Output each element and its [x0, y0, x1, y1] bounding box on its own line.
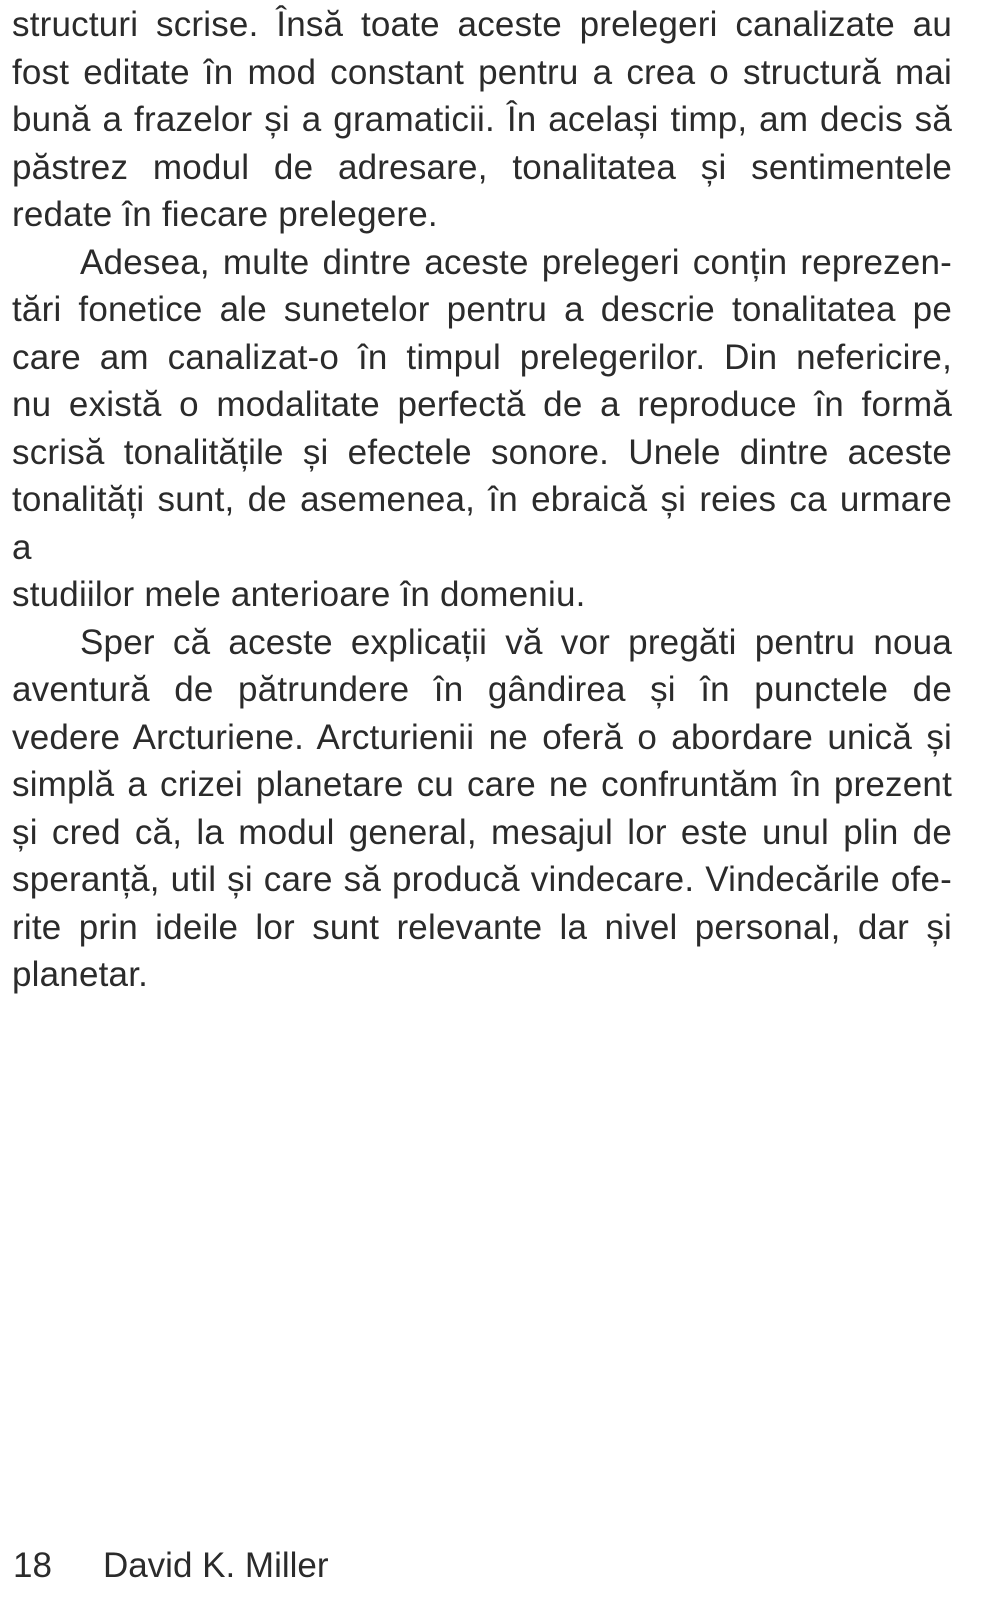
page-text: [12, 1, 952, 999]
text-line: Adesea, multe dintre aceste prelegeri conțin reprezen-: [80, 242, 952, 282]
text-line: speranță, util și care să producă vindecare. Vindecările ofe-: [12, 860, 952, 899]
text-line: studiilor mele anterioare în domeniu.: [12, 575, 586, 614]
text-line: păstrez modul de adresare, tonalitatea și sentimentele: [12, 147, 952, 187]
text-line: Sper că aceste explicații vă vor pregăti pentru noua: [80, 622, 952, 662]
text-line: simplă a crizei planetare cu care ne confruntăm în prezent: [12, 765, 952, 804]
text-line: care am canalizat-o în timpul prelegerilor. Din nefericire,: [12, 337, 952, 377]
text-line: tări fonetice ale sunetelor pentru a descrie tonalitatea pe: [12, 290, 952, 329]
text-line: nu există o modalitate perfectă de a reproduce în formă: [12, 385, 952, 424]
text-line: tonalități sunt, de asemenea, în ebraică și reies ca urmare a: [12, 480, 952, 567]
text-line: vedere Arcturiene. Arcturienii ne oferă o abordare unică și: [12, 717, 952, 757]
text-line: rite prin ideile lor sunt relevante la nivel personal, dar și: [12, 907, 952, 947]
page-number: 18: [13, 1546, 52, 1585]
text-line: fost editate în mod constant pentru a crea o structură mai: [12, 52, 952, 92]
text-line: planetar.: [12, 955, 149, 994]
text-line: și cred că, la modul general, mesajul lor este unul plin de: [12, 812, 952, 852]
text-line: scrisă tonalitățile și efectele sonore. Unele dintre aceste: [12, 432, 952, 472]
text-line: redate în fiecare prelegere.: [12, 195, 438, 234]
text-line: aventură de pătrundere în gândirea și în punctele de: [12, 670, 952, 709]
page-footer: [13, 1542, 953, 1590]
running-title-author: David K. Miller: [102, 1546, 329, 1585]
text-line: structuri scrise. Însă toate aceste prelegeri canalizate au: [12, 5, 952, 44]
text-line: bună a frazelor și a gramaticii. În același timp, am decis să: [12, 100, 952, 139]
